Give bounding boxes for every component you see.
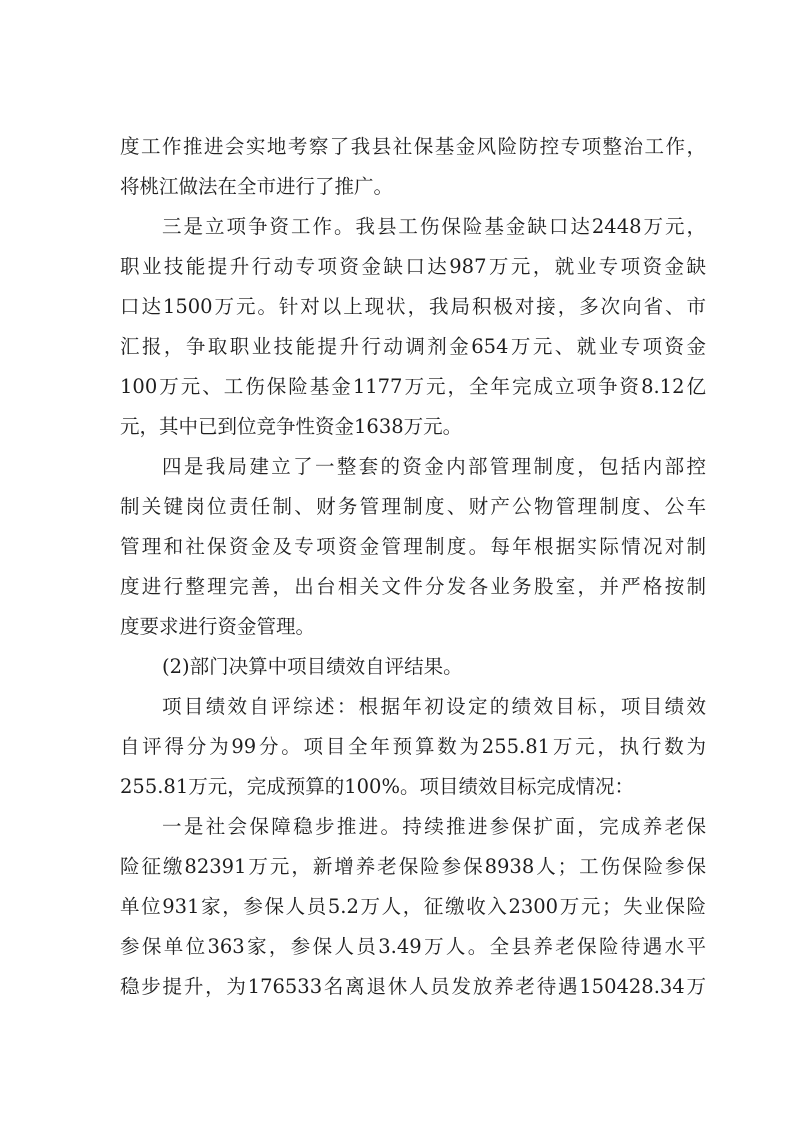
text-line: 度要求进行资金管理。 xyxy=(120,615,316,638)
text-line: 元，其中已到位竞争性资金1638万元。 xyxy=(120,415,463,438)
text-line: 制关键岗位责任制、财务管理制度、财产公物管理制度、公车 xyxy=(120,495,706,518)
text-line: 险征缴82391万元，新增养老保险参保8938人；工伤保险参保 xyxy=(120,855,706,878)
text-line: 管理和社保资金及专项资金管理制度。每年根据实际情况对制 xyxy=(120,535,706,558)
paragraph-start-line: 项目绩效自评综述：根据年初设定的绩效目标，项目绩效 xyxy=(162,695,706,718)
text-line: 自评得分为99分。项目全年预算数为255.81万元，执行数为 xyxy=(120,735,706,758)
text-line: 255.81万元，完成预算的100%。项目绩效目标完成情况： xyxy=(120,775,634,798)
text-line: 度工作推进会实地考察了我县社保基金风险防控专项整治工作， xyxy=(120,135,706,158)
paragraph-start-line: 四是我局建立了一整套的资金内部管理制度，包括内部控 xyxy=(162,455,706,478)
text-line: 职业技能提升行动专项资金缺口达987万元，就业专项资金缺 xyxy=(120,255,706,278)
text-line: 度进行整理完善，出台相关文件分发各业务股室，并严格按制 xyxy=(120,575,706,598)
text-line: 汇报，争取职业技能提升行动调剂金654万元、就业专项资金 xyxy=(120,335,706,358)
paragraph-start-line: 三是立项争资工作。我县工伤保险基金缺口达2448万元， xyxy=(162,215,706,238)
text-line: 稳步提升，为176533名离退休人员发放养老待遇150428.34万 xyxy=(120,975,706,998)
text-line: 口达1500万元。针对以上现状，我局积极对接，多次向省、市 xyxy=(120,295,706,318)
text-line: 将桃江做法在全市进行了推广。 xyxy=(120,175,394,198)
text-line: 单位931家，参保人员5.2万人，征缴收入2300万元；失业保险 xyxy=(120,895,706,918)
paragraph-start-line: 一是社会保障稳步推进。持续推进参保扩面，完成养老保 xyxy=(162,815,706,838)
section-heading-line: (2)部门决算中项目绩效自评结果。 xyxy=(162,655,463,678)
text-line: 参保单位363家，参保人员3.49万人。全县养老保险待遇水平 xyxy=(120,935,706,958)
text-line: 100万元、工伤保险基金1177万元，全年完成立项争资8.12亿 xyxy=(120,375,706,398)
document-body xyxy=(120,127,706,1007)
